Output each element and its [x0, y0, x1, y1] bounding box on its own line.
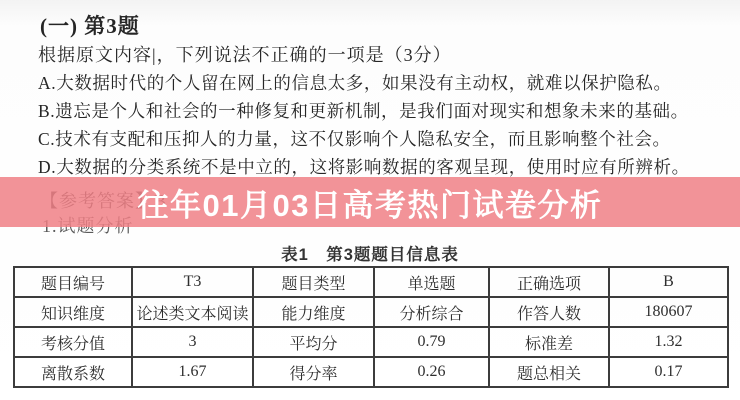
table-cell: 论述类文本阅读	[132, 297, 253, 327]
table-cell: 0.79	[374, 327, 489, 357]
option-d: D.大数据的分类系统不是中立的，这将影响数据的客观呈现，使用时应有所辨析。	[38, 157, 690, 177]
option-b: B.遗忘是个人和社会的一种修复和更新机制，是我们面对现实和想象未来的基础。	[38, 101, 689, 121]
table-cell: T3	[132, 267, 253, 297]
banner-title: 往年01月03日高考热门试卷分析	[137, 187, 603, 223]
table-cell: B	[609, 267, 728, 297]
table-cell: 能力维度	[253, 297, 374, 327]
table-cell: 离散系数	[14, 357, 132, 387]
section-heading: (一) 第3题	[40, 14, 140, 38]
table-cell: 题目类型	[253, 267, 374, 297]
table-cell: 题总相关	[489, 357, 609, 387]
table-cell: 0.17	[609, 357, 728, 387]
watermark-banner	[0, 177, 740, 227]
option-c: C.技术有支配和压抑人的力量，这不仅影响个人隐私安全，而且影响整个社会。	[38, 129, 671, 149]
table-cell: 题目编号	[14, 267, 132, 297]
table-cell: 180607	[609, 297, 728, 327]
table-caption: 表1 第3题题目信息表	[281, 246, 459, 264]
table-row	[14, 297, 728, 327]
table-cell: 标准差	[489, 327, 609, 357]
table-cell: 单选题	[374, 267, 489, 297]
table-row	[14, 267, 728, 297]
table-cell: 1.32	[609, 327, 728, 357]
question-info-table	[13, 266, 727, 388]
question-stem: 根据原文内容|，下列说法不正确的一项是（3分）	[38, 45, 452, 65]
table-cell: 分析综合	[374, 297, 489, 327]
table-cell: 考核分值	[14, 327, 132, 357]
table-cell: 0.26	[374, 357, 489, 387]
option-a: A.大数据时代的个人留在网上的信息太多，如果没有主动权，就难以保护隐私。	[38, 73, 672, 93]
table-cell: 1.67	[132, 357, 253, 387]
table-cell: 作答人数	[489, 297, 609, 327]
table-cell: 3	[132, 327, 253, 357]
table-row	[14, 357, 728, 387]
table-row	[14, 327, 728, 357]
table-cell: 得分率	[253, 357, 374, 387]
table-cell: 知识维度	[14, 297, 132, 327]
table-cell: 正确选项	[489, 267, 609, 297]
table-cell: 平均分	[253, 327, 374, 357]
